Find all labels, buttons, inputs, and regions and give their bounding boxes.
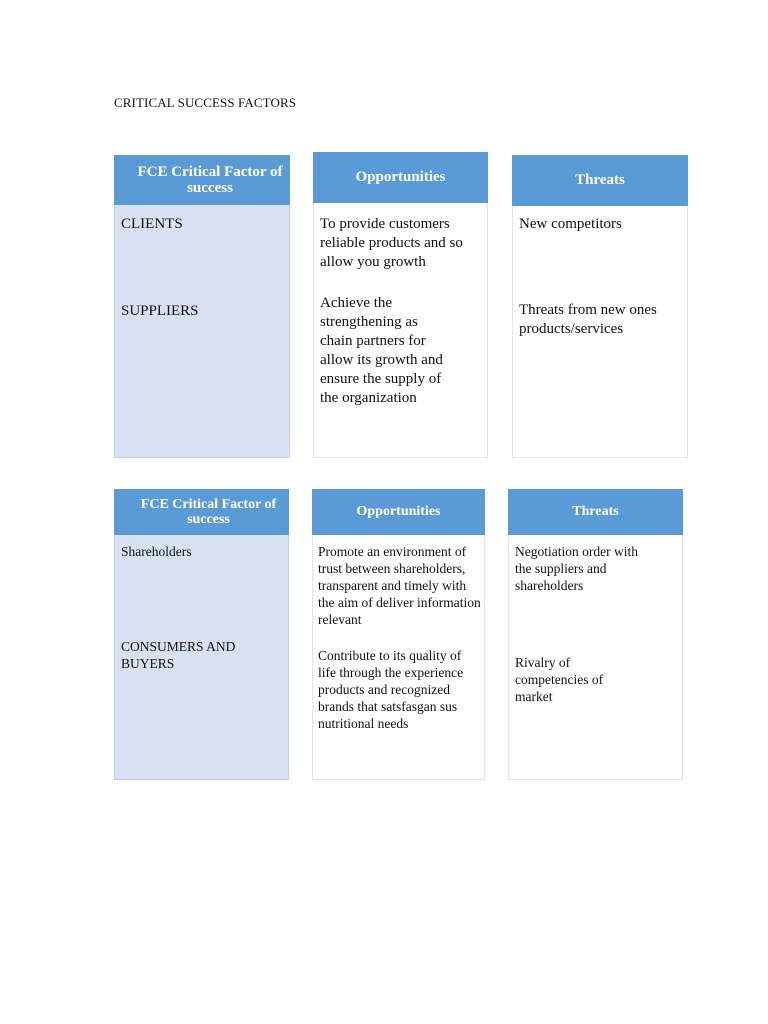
opportunities-column-header: Opportunities [312, 489, 485, 535]
opportunities-column-header: Opportunities [313, 152, 488, 203]
factor-column-header: FCE Critical Factor of success [114, 489, 289, 535]
threat-cell-suppliers: Threats from new ones products/services [519, 302, 657, 337]
opportunity-cell-shareholders: Promote an environment of trust between shareholders, transparent and timely with the aim of deliver information relevant [318, 544, 481, 627]
factor-column-body [114, 205, 290, 458]
opportunity-cell-clients: To provide customers reliable products and so allow you growth [320, 216, 463, 270]
threat-cell-consumers-and-buyers: Rivalry of competencies of market [515, 655, 604, 704]
opportunity-cell-suppliers: Achieve the strengthening as chain partners for allow its growth and ensure the supply of the organization [320, 295, 443, 406]
opportunities-column [313, 152, 488, 458]
threats-column [508, 489, 683, 780]
factor-column [114, 155, 290, 458]
threat-cell-clients: New competitors [519, 216, 622, 232]
factor-column-header: FCE Critical Factor of success [114, 155, 290, 205]
opportunity-cell-consumers-and-buyers: Contribute to its quality of life through the experience products and recognized brands that satsfasgan sus nutritional needs [318, 648, 464, 731]
factor-cell-consumers-and-buyers: CONSUMERS AND BUYERS [121, 639, 236, 671]
opportunities-column [312, 489, 485, 780]
factor-cell-shareholders: Shareholders [121, 544, 192, 559]
factor-cell-suppliers: SUPPLIERS [121, 303, 199, 319]
factor-cell-clients: CLIENTS [121, 216, 183, 232]
threats-column-header: Threats [512, 155, 688, 206]
threats-column-header: Threats [508, 489, 683, 535]
document-title: CRITICAL SUCCESS FACTORS [114, 95, 297, 110]
threat-cell-shareholders: Negotiation order with the suppliers and shareholders [515, 544, 638, 593]
factor-column [114, 489, 289, 780]
threats-column [512, 155, 688, 458]
